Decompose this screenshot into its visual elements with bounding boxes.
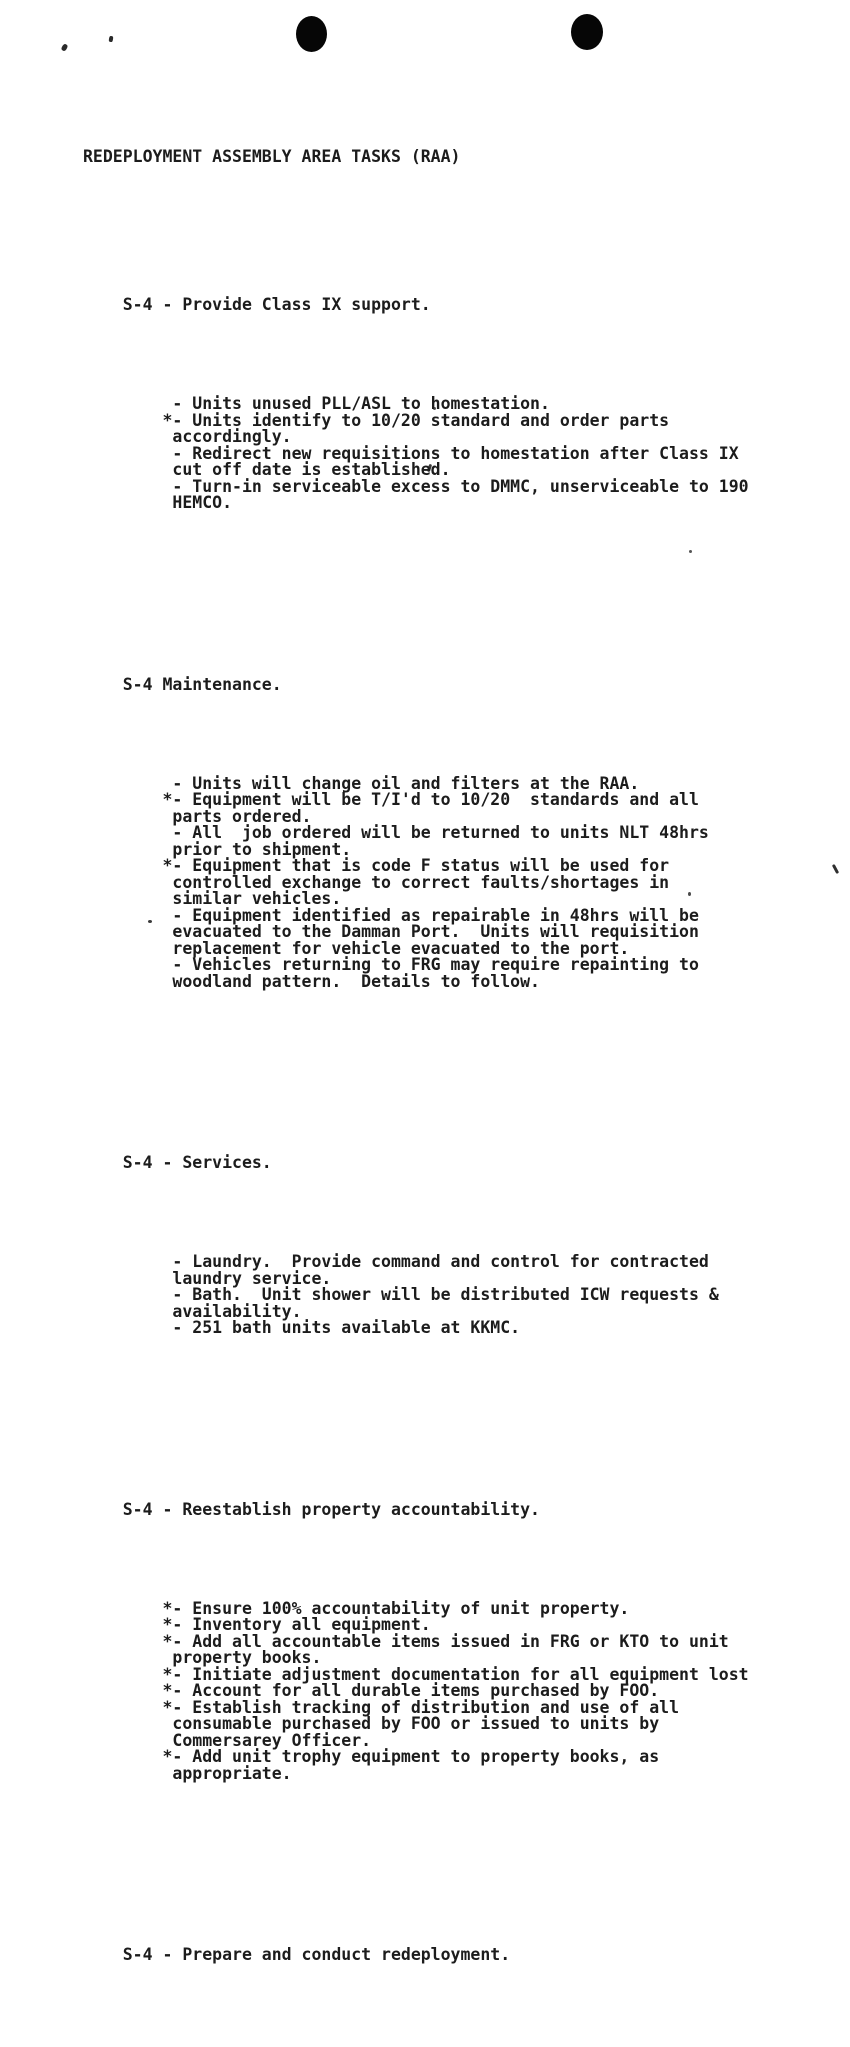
- document-title: REDEPLOYMENT ASSEMBLY AREA TASKS (RAA): [83, 146, 461, 166]
- section-maintenance: [83, 644, 749, 1073]
- scan-speck: [61, 43, 69, 52]
- scan-speck: [832, 864, 839, 874]
- section-items: - Units will change oil and filters at the RAA. *- Equipment will be T/I'd to 10/20 standards and all parts ordered. - All job ordered will be returned to units NLT 48hrs prior to shipment. *- Equipment that is code F status will be used for controlled exchange to correct faults/shortages in similar vehicles. - Equipment identified as repairable in 48hrs will be evacuated to the Damman Port. Units will requisition replacement for vehicle evacuated to the port. - Vehicles returning to FRG may require repainting to woodland pattern. Details to follow.: [162, 773, 709, 991]
- section-items: *- Ensure 100% accountability of unit property. *- Inventory all equipment. *- Add all accountable items issued in FRG or KTO to unit property books. *- Initiate adjustment documentation for all equipment lost *- Account for all durable items purchased by FOO. *- Establish tracking of distribution and use of all consumable purchased by FOO or issued to units by Commersarey Officer. *- Add unit trophy equipment to property books, as appropriate.: [162, 1598, 749, 1783]
- section-heading: S-4 - Services.: [122, 1153, 272, 1172]
- section-property-accountability: [83, 1469, 749, 1865]
- section-items: - Units unused PLL/ASL to homestation. *- Units identify to 10/20 standard and order parts accordingly. - Redirect new requisitions to homestation after Class IX cut off date is established. - Turn-in serviceable excess to DMMC, unserviceable to 190 HEMCO.: [162, 394, 749, 512]
- section-heading: S-4 - Reestablish property accountability.: [122, 1499, 540, 1519]
- document-text: [83, 99, 749, 2046]
- section-class-ix-support: [83, 264, 749, 594]
- section-heading: S-4 - Provide Class IX support.: [122, 295, 431, 314]
- section-heading: S-4 Maintenance.: [122, 674, 282, 694]
- section-prepare-redeployment: [83, 1914, 749, 1997]
- section-items: - Laundry. Provide command and control for contracted laundry service. - Bath. Unit shower will be distributed ICW requests & availability. - 251 bath units available at KKMC.: [162, 1252, 719, 1337]
- hole-punch-mark-left: [296, 16, 327, 52]
- hole-punch-mark-right: [571, 14, 603, 50]
- section-services: [83, 1122, 749, 1419]
- scan-speck: [109, 36, 114, 43]
- section-heading: S-4 - Prepare and conduct redeployment.: [122, 1945, 511, 1964]
